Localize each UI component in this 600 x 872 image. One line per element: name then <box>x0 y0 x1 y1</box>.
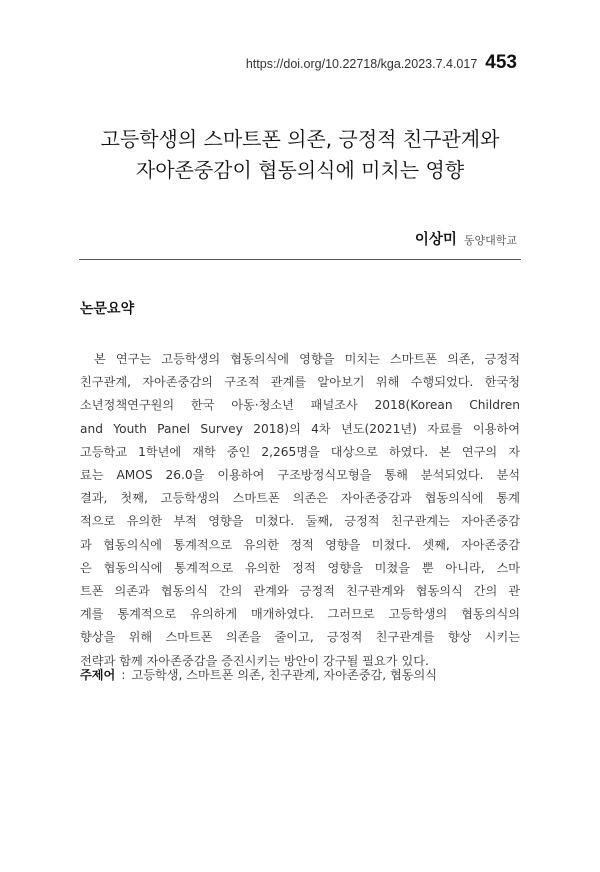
abstract-line: 고등학교 1학년에 재학 중인 2,265명을 대상으로 하였다. 본 연구의 자 <box>80 444 520 459</box>
keywords-text: 고등학생, 스마트폰 의존, 친구관계, 자아존중감, 협동의식 <box>131 668 438 682</box>
abstract-heading: 논문요약 <box>80 301 135 317</box>
doi-link[interactable]: https://doi.org/10.22718/kga.2023.7.4.017 <box>245 57 478 71</box>
paper-title <box>0 124 600 186</box>
abstract-line: 은 협동의식에 통계적으로 유의한 정적 영향을 미쳤을 뿐 아니라, 스마 <box>80 560 520 575</box>
author-affiliation: 동양대학교 <box>463 234 517 247</box>
abstract-body <box>80 348 520 673</box>
abstract-line: 향상을 위해 스마트폰 의존을 줄이고, 긍정적 친구관계를 향상 시키는 <box>80 630 520 645</box>
title-line-2: 자아존중감이 협동의식에 미치는 영향 <box>135 158 465 182</box>
abstract-line: 료는 AMOS 26.0을 이용하여 구조방정식모형을 통해 분석되었다. 분석 <box>80 468 520 483</box>
author-block <box>415 228 517 249</box>
divider <box>79 259 521 260</box>
abstract-line: 본 연구는 고등학생의 협동의식에 영향을 미치는 스마트폰 의존, 긍정적 <box>94 352 520 366</box>
keywords-label: 주제어 <box>80 668 116 682</box>
author-name: 이상미 <box>414 232 457 248</box>
abstract-line: and Youth Panel Survey 2018)의 4차 년도(2021년) 자료를 이용하여 <box>80 421 520 436</box>
abstract-line: 적으로 유의한 부적 영향을 미쳤다. 둘째, 긍정적 친구관계는 자아존중감 <box>80 514 520 529</box>
abstract-line: 결과, 첫째, 고등학생의 스마트폰 의존은 자아존중감과 협동의식에 통계 <box>80 491 520 506</box>
abstract-line: 소년정책연구원의 한국 아동·청소년 패널조사 2018(Korean Children <box>80 398 520 413</box>
abstract-line: 전략과 함께 자아존중감을 증진시키는 방안이 강구될 필요가 있다. <box>80 653 429 668</box>
abstract-line: 트폰 의존과 협동의식 간의 관계와 긍정적 친구관계와 협동의식 간의 관 <box>80 584 520 599</box>
abstract-line: 친구관계, 자아존중감의 구조적 관계를 알아보기 위해 수행되었다. 한국청 <box>80 375 520 390</box>
page-number: 453 <box>485 52 517 73</box>
page-header <box>246 52 517 74</box>
abstract-line: 과 협동의식에 통계적으로 유의한 정적 영향을 미쳤다. 셋째, 자아존중감 <box>80 537 520 552</box>
keywords <box>80 666 437 683</box>
title-line-1: 고등학생의 스마트폰 의존, 긍정적 친구관계와 <box>100 127 500 151</box>
abstract-line: 계를 통계적으로 유의하게 매개하였다. 그러므로 고등학생의 협동의식의 <box>80 607 520 622</box>
keywords-separator: : <box>121 668 126 682</box>
